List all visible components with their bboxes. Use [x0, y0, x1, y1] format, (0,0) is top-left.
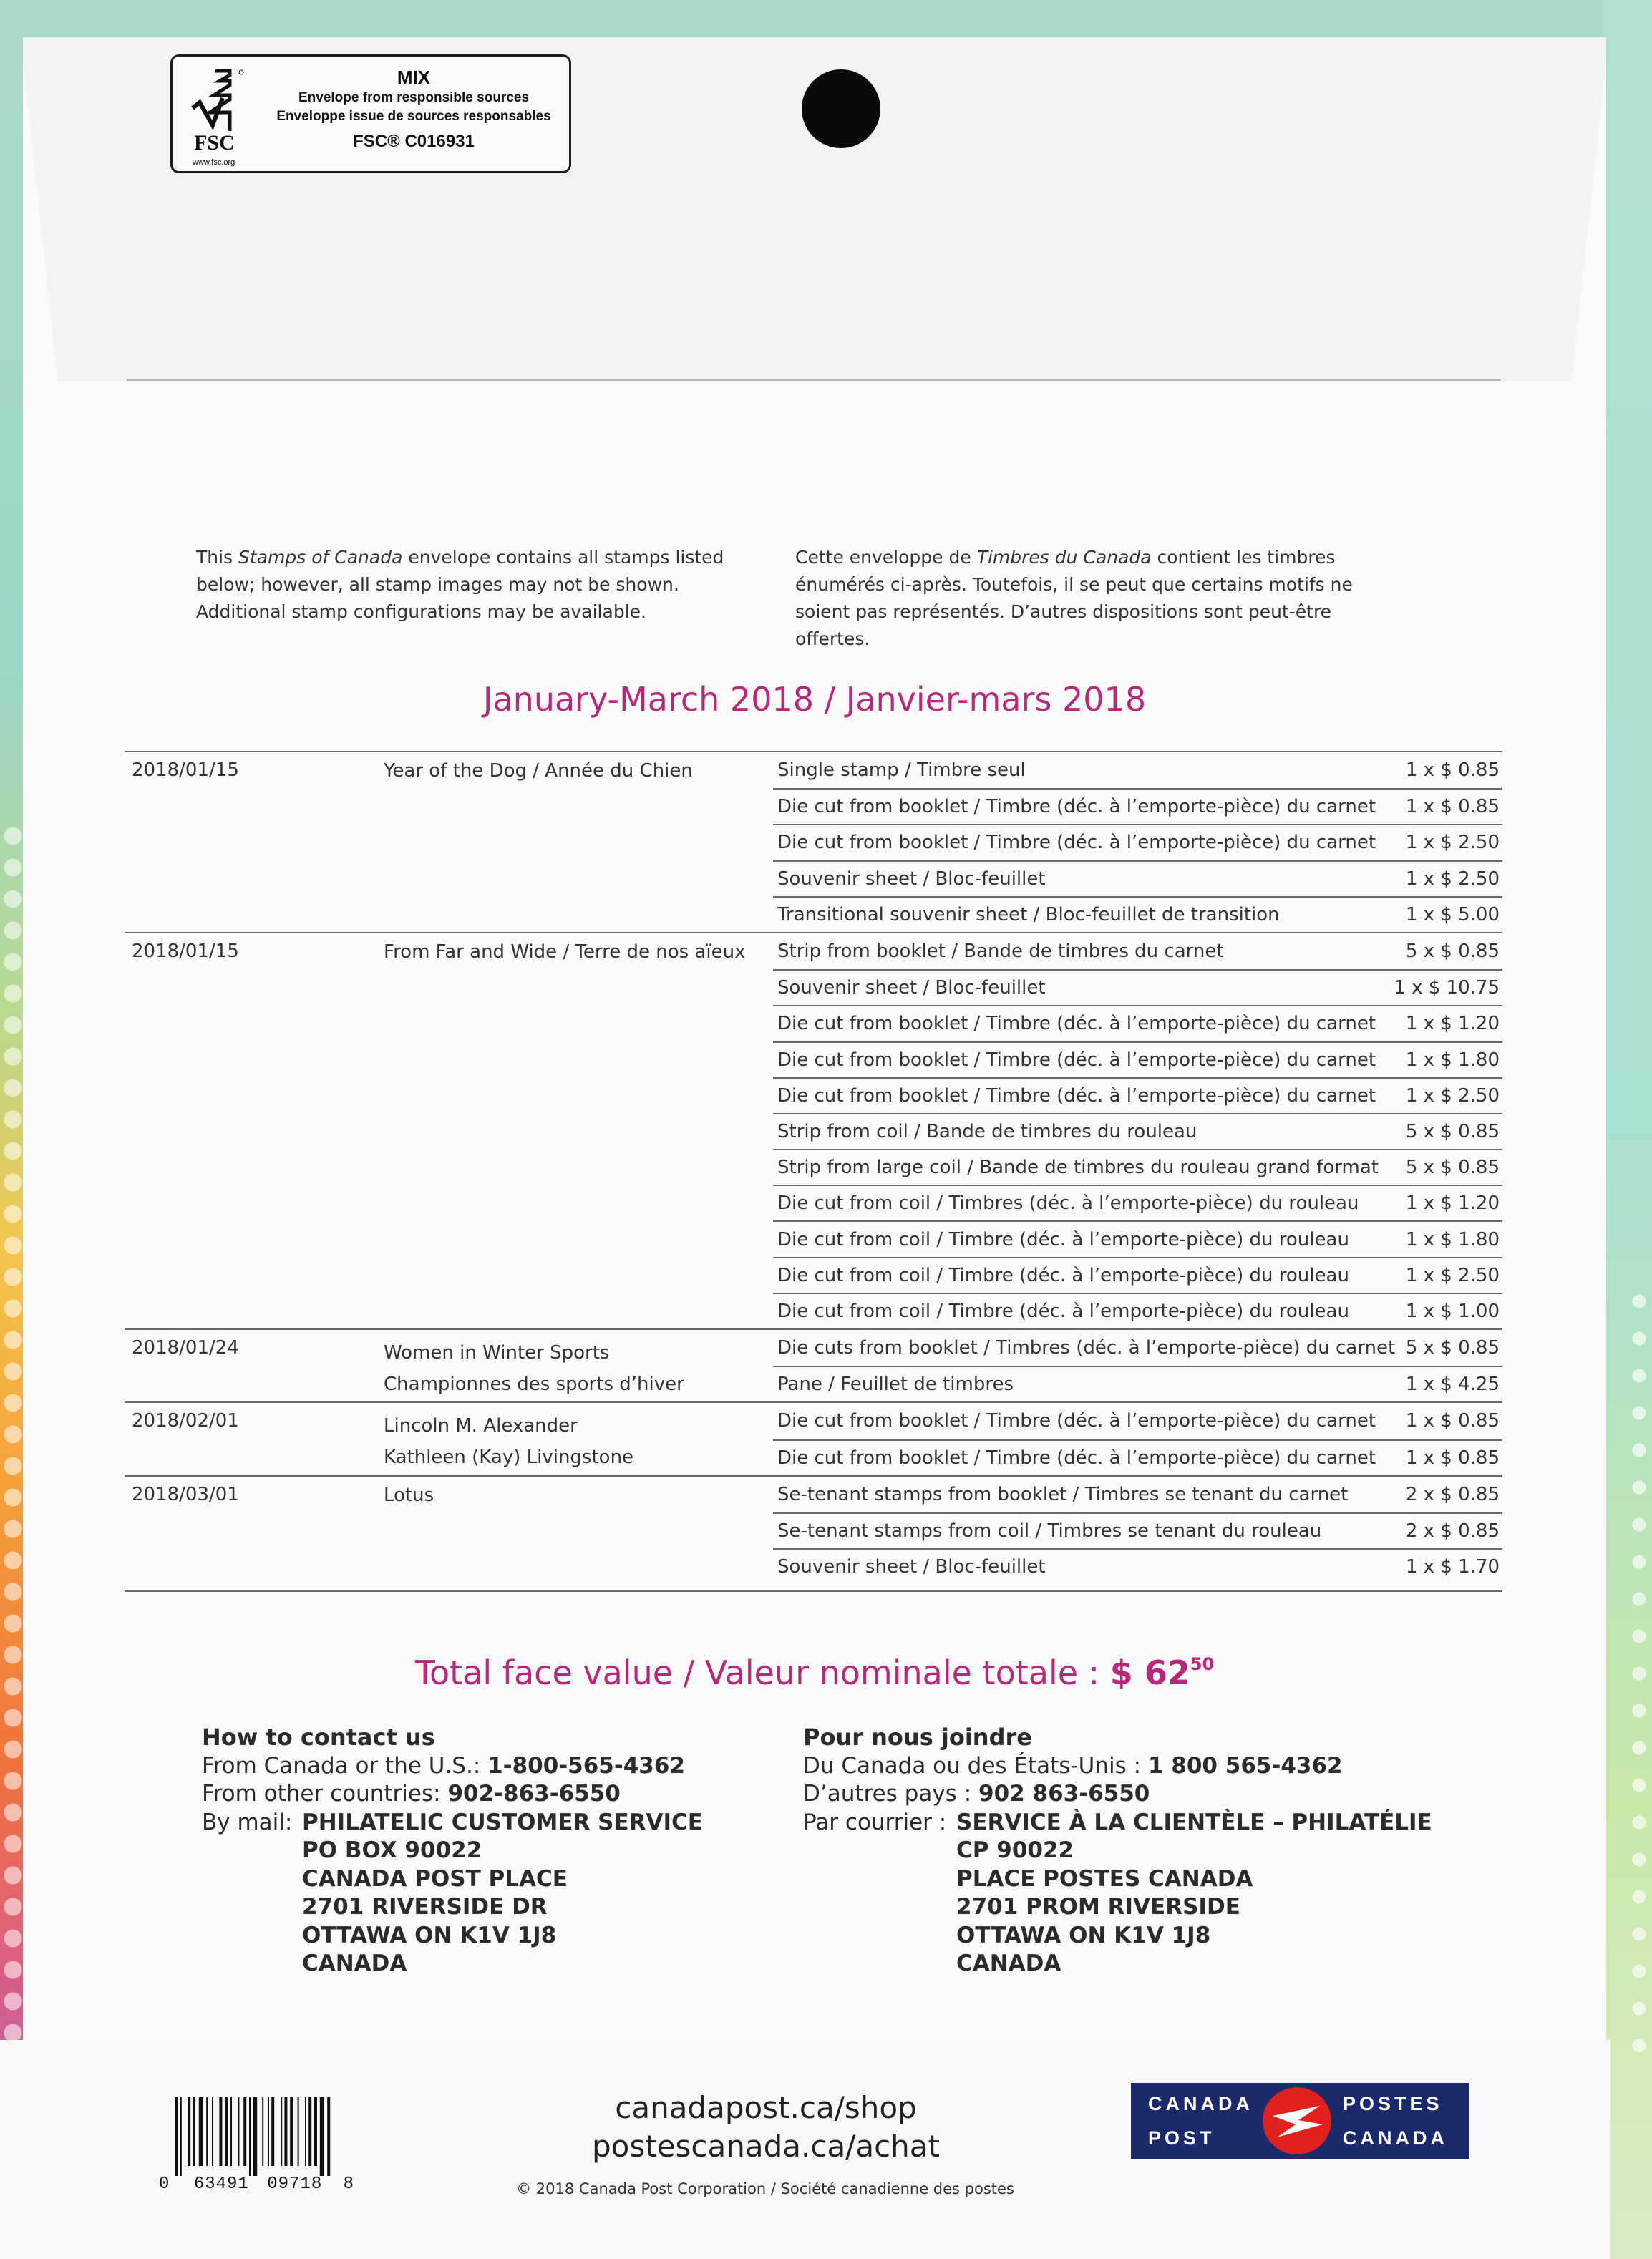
canada-post-emblem-icon: [1263, 2087, 1331, 2154]
table-row: [773, 1077, 1502, 1113]
logo-canada-en: CANADA: [1148, 2093, 1253, 2114]
issue-date: 2018/02/01: [132, 1410, 239, 1432]
stamp-price: 1 x $ 0.85: [1405, 1410, 1500, 1432]
stamp-format: Die cut from coil / Timbre (déc. à l’emporte-pièce) du rouleau: [777, 1264, 1349, 1286]
barcode-bar: [180, 2097, 182, 2176]
stamp-price: 5 x $ 0.85: [1405, 941, 1500, 963]
contact-fr-phone-label: Du Canada ou des États-Unis :: [803, 1752, 1148, 1779]
stamp-price: 2 x $ 0.85: [1405, 1483, 1500, 1505]
address-line: PLACE POSTES CANADA: [956, 1865, 1253, 1892]
total-label: Total face value / Valeur nominale totale :: [414, 1653, 1110, 1692]
barcode-bar: [262, 2097, 263, 2166]
stamp-format: Die cut from booklet / Timbre (déc. à l’emporte-pièce) du carnet: [777, 796, 1376, 818]
contact-en-intl-label: From other countries:: [202, 1781, 448, 1807]
barcode-last-digit: 8: [343, 2175, 355, 2194]
table-row: [773, 1512, 1502, 1548]
barcode-bar: [188, 2097, 190, 2166]
contact-fr-intl-phone[interactable]: 902 863-6550: [978, 1781, 1150, 1807]
stamp-format: Se-tenant stamps from coil / Timbres se tenant du rouleau: [777, 1520, 1322, 1543]
issue-name-line: Lotus: [384, 1484, 434, 1506]
logo-post: POST: [1148, 2127, 1215, 2149]
fsc-code: FSC® C016931: [353, 132, 475, 151]
barcode-bar: [225, 2097, 228, 2166]
contact-french: [803, 1724, 1432, 1978]
address-line: 2701 PROM RIVERSIDE: [956, 1894, 1240, 1920]
table-bottom-rule: [125, 1590, 1502, 1592]
barcode-bar: [308, 2097, 311, 2166]
stamp-format: Die cut from booklet / Timbre (déc. à l’emporte-pièce) du carnet: [777, 1410, 1376, 1432]
barcode-bar: [268, 2097, 269, 2166]
stamp-format: Die cut from booklet / Timbre (déc. à l’emporte-pièce) du carnet: [777, 1049, 1376, 1071]
stamp-format: Strip from coil / Bande de timbres du rouleau: [777, 1120, 1197, 1142]
barcode-right-digits: 09718: [267, 2175, 323, 2194]
barcode-bar: [199, 2097, 203, 2166]
barcode-bar: [230, 2097, 232, 2166]
logo-postes: POSTES: [1343, 2093, 1443, 2114]
fsc-label: [170, 54, 571, 173]
table-row: [773, 1477, 1502, 1512]
address-line: OTTAWA ON K1V 1J8: [302, 1922, 557, 1948]
stamp-format: Souvenir sheet / Bloc-feuillet: [777, 1556, 1046, 1578]
stamp-format: Die cut from coil / Timbre (déc. à l’emporte-pièce) du rouleau: [777, 1300, 1349, 1322]
issue-group: [125, 1475, 1502, 1585]
address-line: CANADA: [956, 1950, 1061, 1976]
issue-name: [384, 1410, 770, 1473]
barcode-bar: [219, 2097, 222, 2166]
stamp-price: 1 x $ 2.50: [1405, 1264, 1500, 1286]
stamp-format: Transitional souvenir sheet / Bloc-feuillet de transition: [777, 903, 1280, 926]
contact-fr-address: [956, 1809, 1432, 1978]
table-row: [773, 1439, 1502, 1475]
address-line: CP 90022: [956, 1837, 1074, 1863]
stamp-price: 1 x $ 2.50: [1405, 868, 1500, 890]
stamp-price: 5 x $ 0.85: [1405, 1337, 1500, 1359]
table-row: [773, 1403, 1502, 1439]
table-row: [773, 860, 1502, 896]
barcode-bar: [249, 2097, 251, 2176]
table-row: [773, 933, 1502, 969]
barcode-bar: [238, 2097, 239, 2166]
issue-date: 2018/01/15: [132, 759, 239, 781]
stamp-format: Die cut from booklet / Timbre (déc. à l’emporte-pièce) du carnet: [777, 1013, 1376, 1035]
contact-fr-mail-label: Par courrier :: [803, 1809, 947, 1835]
stamp-format: Strip from large coil / Bande de timbres du rouleau grand format: [777, 1157, 1379, 1179]
punch-hole: [802, 69, 880, 148]
issue-name-line: From Far and Wide / Terre de nos aïeux: [384, 941, 746, 963]
stamp-format: Die cut from booklet / Timbre (déc. à l’emporte-pièce) du carnet: [777, 832, 1376, 854]
footer-strip: [0, 2040, 1610, 2259]
barcode-bar: [271, 2097, 274, 2166]
barcode-bar: [290, 2097, 293, 2166]
stamp-price: 1 x $ 1.20: [1405, 1013, 1500, 1035]
stamp-price: 1 x $ 0.85: [1405, 796, 1500, 818]
total-face-value: [23, 1653, 1606, 1692]
table-row: [773, 969, 1502, 1005]
canada-post-logo: [1131, 2083, 1469, 2159]
issue-group: [125, 1401, 1502, 1475]
stamp-price: 1 x $ 1.80: [1405, 1049, 1500, 1071]
format-rows: [773, 1403, 1502, 1475]
contact-english: [202, 1724, 703, 1978]
fsc-url: www.fsc.org: [193, 158, 235, 167]
url-english[interactable]: canadapost.ca/shop: [615, 2090, 917, 2125]
table-row: [773, 1149, 1502, 1185]
envelope-back: [23, 37, 1606, 2213]
contact-fr-phone[interactable]: 1 800 565-4362: [1147, 1752, 1343, 1779]
barcode-bar: [327, 2097, 330, 2176]
intro-fr-title: Timbres du Canada: [976, 547, 1152, 568]
stamp-price: 1 x $ 4.25: [1405, 1374, 1500, 1396]
barcode-bar: [320, 2097, 324, 2176]
contact-en-phone[interactable]: 1-800-565-4362: [487, 1752, 686, 1779]
stamp-format: Single stamp / Timbre seul: [777, 759, 1026, 782]
barcode-bar: [281, 2097, 282, 2166]
intro-french: [795, 544, 1411, 653]
stamp-format: Strip from booklet / Bande de timbres du carnet: [777, 941, 1224, 963]
barcode-first-digit: 0: [159, 2175, 170, 2194]
issue-name-line: Championnes des sports d’hiver: [384, 1374, 684, 1395]
stamp-price: 2 x $ 0.85: [1405, 1520, 1500, 1543]
table-row: [773, 1220, 1502, 1256]
logo-canada-fr: CANADA: [1343, 2127, 1448, 2149]
stamp-format: Souvenir sheet / Bloc-feuillet: [777, 868, 1046, 890]
stamp-price: 1 x $ 2.50: [1405, 832, 1500, 854]
table-row: [773, 1257, 1502, 1293]
table-row: [773, 1041, 1502, 1077]
fsc-mix: MIX: [397, 67, 431, 88]
total-cents: 50: [1190, 1654, 1215, 1674]
contact-en-address: [302, 1809, 703, 1978]
address-line: 2701 RIVERSIDE DR: [302, 1894, 548, 1920]
barcode-bar: [212, 2097, 213, 2166]
issue-name-line: Kathleen (Kay) Livingstone: [384, 1447, 634, 1469]
barcode-bar: [206, 2097, 208, 2166]
stamp-price: 5 x $ 0.85: [1405, 1157, 1500, 1179]
fsc-line-fr: Enveloppe issue de sources responsables: [276, 109, 551, 124]
address-line: SERVICE À LA CLIENTÈLE – PHILATÉLIE: [956, 1809, 1432, 1835]
upc-barcode: [172, 2097, 379, 2176]
format-rows: [773, 1330, 1502, 1401]
table-row: [773, 788, 1502, 824]
url-french[interactable]: postescanada.ca/achat: [592, 2129, 940, 2164]
format-rows: [773, 933, 1502, 1328]
stamp-format: Pane / Feuillet de timbres: [777, 1374, 1014, 1396]
contact-fr-heading: Pour nous joindre: [803, 1724, 1032, 1751]
stamp-format: Die cuts from booklet / Timbres (déc. à l’emporte-pièce) du carnet: [777, 1337, 1396, 1359]
address-line: PO BOX 90022: [302, 1837, 482, 1863]
stamp-format: Die cut from coil / Timbres (déc. à l’emporte-pièce) du rouleau: [777, 1192, 1359, 1215]
intro-english: [196, 544, 740, 626]
stamp-price: 1 x $ 0.85: [1405, 759, 1500, 782]
period-heading: January-March 2018 / Janvier-mars 2018: [482, 680, 1147, 719]
shop-urls: [587, 2089, 945, 2166]
issue-name: [384, 1337, 770, 1400]
format-rows: [773, 752, 1502, 932]
issue-group: [125, 751, 1502, 932]
contact-en-mail-label: By mail:: [202, 1809, 293, 1835]
barcode-bar: [284, 2097, 287, 2166]
address-line: OTTAWA ON K1V 1J8: [956, 1922, 1211, 1948]
barcode-left-digits: 63491: [193, 2175, 249, 2194]
issue-date: 2018/03/01: [132, 1483, 239, 1505]
decorative-dots-right: [1623, 1288, 1652, 2076]
barcode-bar: [253, 2097, 257, 2176]
stamp-price: 5 x $ 0.85: [1405, 1120, 1500, 1142]
contact-en-phone-label: From Canada or the U.S.:: [202, 1752, 488, 1779]
table-row: [773, 1548, 1502, 1584]
stamp-format: Se-tenant stamps from booklet / Timbres se tenant du carnet: [777, 1483, 1349, 1505]
table-row: [773, 1366, 1502, 1401]
issue-group: [125, 1328, 1502, 1401]
table-row: [773, 1293, 1502, 1328]
table-row: [773, 752, 1502, 788]
stamp-format: Souvenir sheet / Bloc-feuillet: [777, 977, 1046, 999]
issue-name: [384, 1480, 770, 1511]
intro-fr-rest: contient les timbres énumérés ci-après. Toutefois, il se peut que certains motifs ne soient pas représentés. D’autres dispositions sont peut-être offertes.: [795, 547, 1353, 649]
stamp-price: 1 x $ 5.00: [1405, 903, 1500, 926]
stamp-format: Die cut from booklet / Timbre (déc. à l’emporte-pièce) du carnet: [777, 1447, 1376, 1469]
stamp-price: 1 x $ 1.00: [1405, 1300, 1500, 1322]
stamp-price: 1 x $ 1.20: [1405, 1192, 1500, 1215]
flap-edge: [127, 379, 1501, 381]
issue-name: [384, 755, 770, 787]
issue-name-line: Year of the Dog / Année du Chien: [384, 760, 693, 782]
stamp-price: 1 x $ 1.70: [1405, 1556, 1500, 1578]
table-row: [773, 1330, 1502, 1366]
issue-date: 2018/01/15: [132, 940, 239, 962]
issue-group: [125, 932, 1502, 1328]
contact-en-intl-phone[interactable]: 902-863-6550: [447, 1781, 621, 1807]
fsc-text: [267, 62, 560, 152]
contact-fr-intl-label: D’autres pays :: [803, 1781, 978, 1807]
barcode-bar: [314, 2097, 317, 2166]
format-rows: [773, 1477, 1502, 1585]
stamp-price: 1 x $ 0.85: [1405, 1447, 1500, 1469]
fsc-line-en: Envelope from responsible sources: [298, 90, 530, 105]
stamp-price: 1 x $ 10.75: [1394, 977, 1500, 999]
issue-name-line: Lincoln M. Alexander: [384, 1415, 578, 1437]
table-row: [773, 824, 1502, 860]
intro-en-prefix: This: [196, 547, 239, 568]
total-amount: $ 62: [1109, 1653, 1190, 1692]
barcode-bar: [298, 2097, 299, 2166]
issue-name-line: Women in Winter Sports: [384, 1342, 610, 1364]
stamp-format: Die cut from coil / Timbre (déc. à l’emporte-pièce) du rouleau: [777, 1228, 1349, 1250]
intro-en-title: Stamps of Canada: [238, 547, 403, 568]
intro-en-rest: envelope contains all stamps listed below; however, all stamp images may not be shown. Additional stamp configurations may be available.: [196, 547, 724, 622]
copyright: © 2018 Canada Post Corporation / Société canadienne des postes: [516, 2180, 1014, 2197]
barcode-bar: [243, 2097, 246, 2166]
fsc-brand: FSC: [194, 131, 235, 155]
barcode-bar: [175, 2097, 178, 2176]
table-row: [773, 1185, 1502, 1220]
table-row: [773, 1005, 1502, 1041]
address-line: CANADA: [302, 1950, 407, 1976]
contact-en-heading: How to contact us: [202, 1724, 435, 1751]
address-line: PHILATELIC CUSTOMER SERVICE: [302, 1809, 703, 1835]
issue-name: [384, 936, 770, 968]
stamp-price: 1 x $ 2.50: [1405, 1084, 1500, 1107]
stamp-price: 1 x $ 1.80: [1405, 1228, 1500, 1250]
address-line: CANADA POST PLACE: [302, 1865, 568, 1892]
barcode-bar: [193, 2097, 195, 2166]
stamp-issue-table: [125, 751, 1502, 1584]
barcode-bar: [305, 2097, 306, 2166]
table-row: [773, 1113, 1502, 1149]
table-row: [773, 896, 1502, 932]
intro-fr-prefix: Cette enveloppe de: [795, 547, 977, 568]
issue-date: 2018/01/24: [132, 1337, 239, 1359]
stamp-format: Die cut from booklet / Timbre (déc. à l’emporte-pièce) du carnet: [777, 1084, 1376, 1107]
